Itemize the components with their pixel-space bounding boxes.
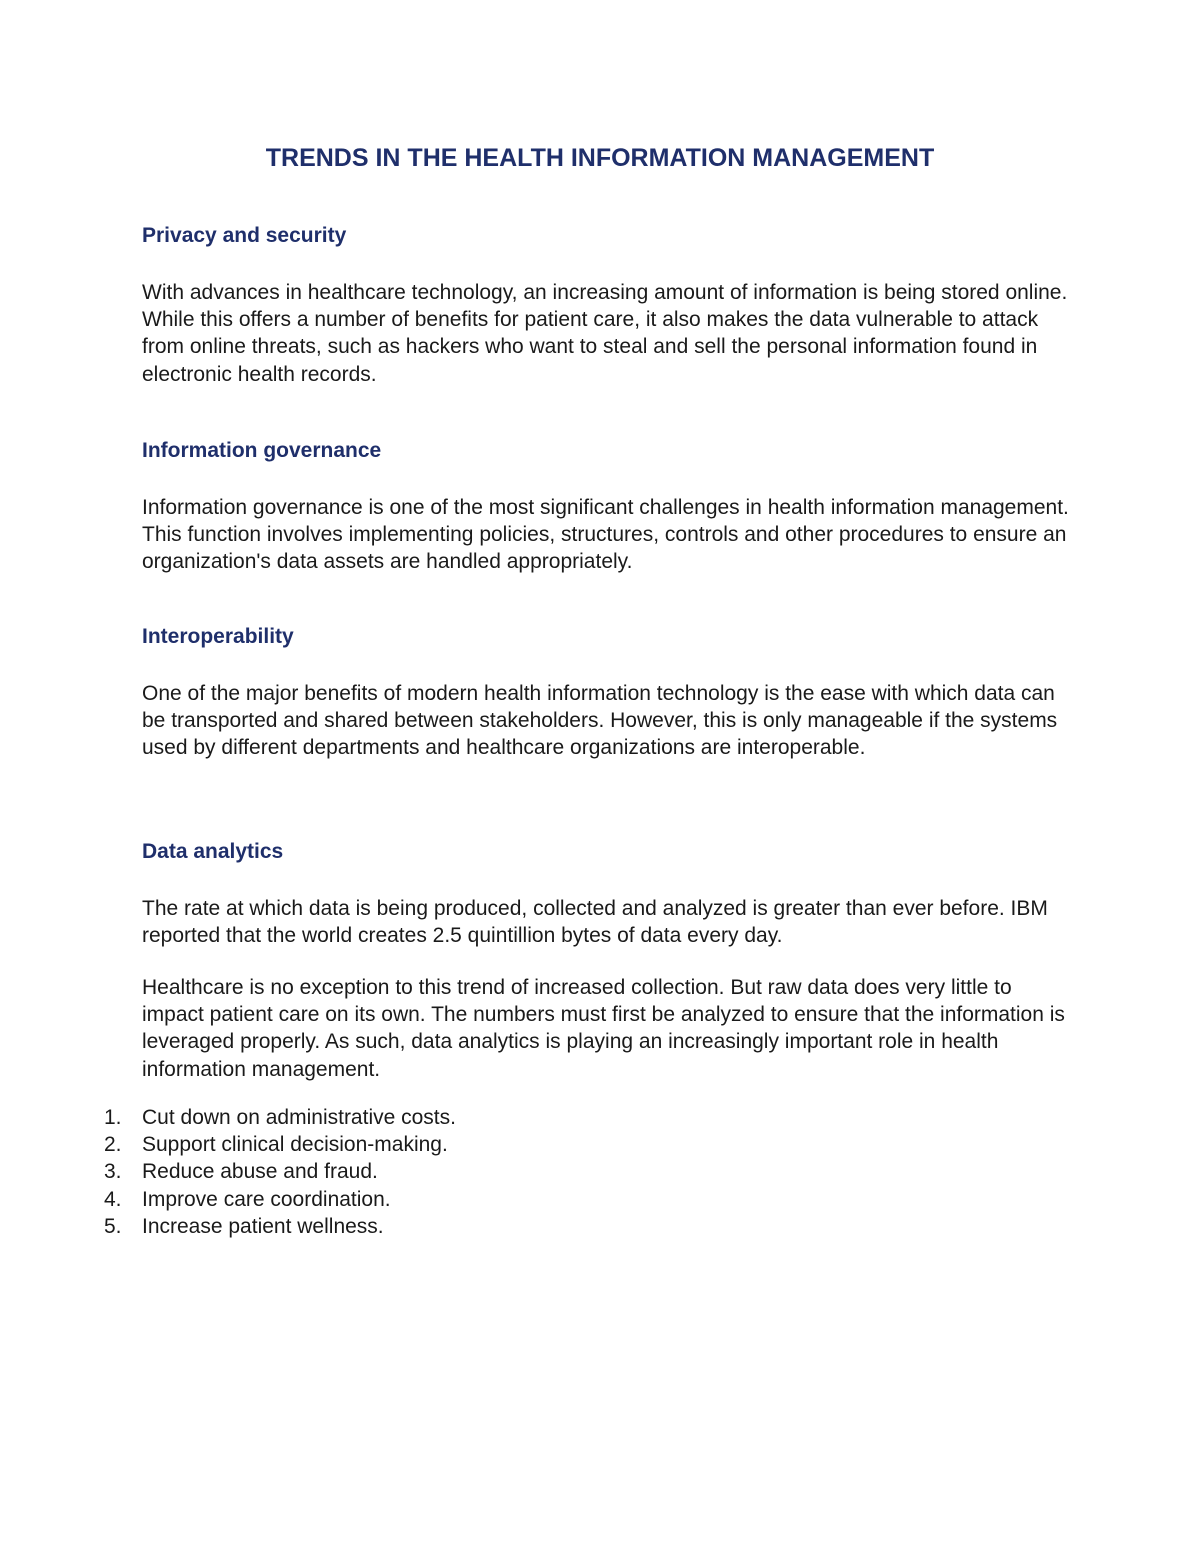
list-item-number: 5.	[104, 1214, 122, 1238]
section-paragraph-data-analytics-1: The rate at which data is being produced, collected and analyzed is greater than ever before. IBM reported that the world creates 2.5 quintillion bytes of data every day.	[142, 897, 1048, 948]
section-heading-interoperability: Interoperability	[142, 625, 294, 648]
list-item-number: 3.	[104, 1160, 122, 1184]
list-item-number: 1.	[104, 1106, 122, 1129]
section-heading-privacy-security: Privacy and security	[142, 224, 347, 247]
list-item-number: 4.	[104, 1187, 122, 1211]
section-heading-data-analytics: Data analytics	[142, 840, 284, 863]
list-item-text: Increase patient wellness.	[142, 1214, 384, 1238]
section-paragraph-interoperability: One of the major benefits of modern health information technology is the ease with which data can be transported and shared between stakeholders. However, this is only manageable if the systems used by different departments and healthcare organizations are interoperable.	[142, 682, 1058, 760]
list-item-text: Improve care coordination.	[142, 1187, 391, 1211]
list-item-text: Cut down on administrative costs.	[142, 1106, 456, 1129]
list-item-text: Reduce abuse and fraud.	[142, 1160, 378, 1184]
page-title: TRENDS IN THE HEALTH INFORMATION MANAGEMENT	[265, 144, 935, 172]
list-item-number: 2.	[104, 1133, 122, 1157]
section-paragraph-privacy-security: With advances in healthcare technology, an increasing amount of information is being stored online. While this offers a number of benefits for patient care, it also makes the data vulnerable to attack from online threats, such as hackers who want to steal and sell the personal information found in electronic health records.	[142, 281, 1068, 386]
list-item-text: Support clinical decision-making.	[142, 1133, 448, 1157]
section-paragraph-information-governance: Information governance is one of the most significant challenges in health information management. This function involves implementing policies, structures, controls and other procedures to ensure an organization's data assets are handled appropriately.	[142, 496, 1069, 574]
section-paragraph-data-analytics-2: Healthcare is no exception to this trend of increased collection. But raw data does very little to impact patient care on its own. The numbers must first be analyzed to ensure that the information is leveraged properly. As such, data analytics is playing an increasingly important role in health information management.	[142, 976, 1065, 1081]
section-heading-information-governance: Information governance	[142, 439, 382, 462]
